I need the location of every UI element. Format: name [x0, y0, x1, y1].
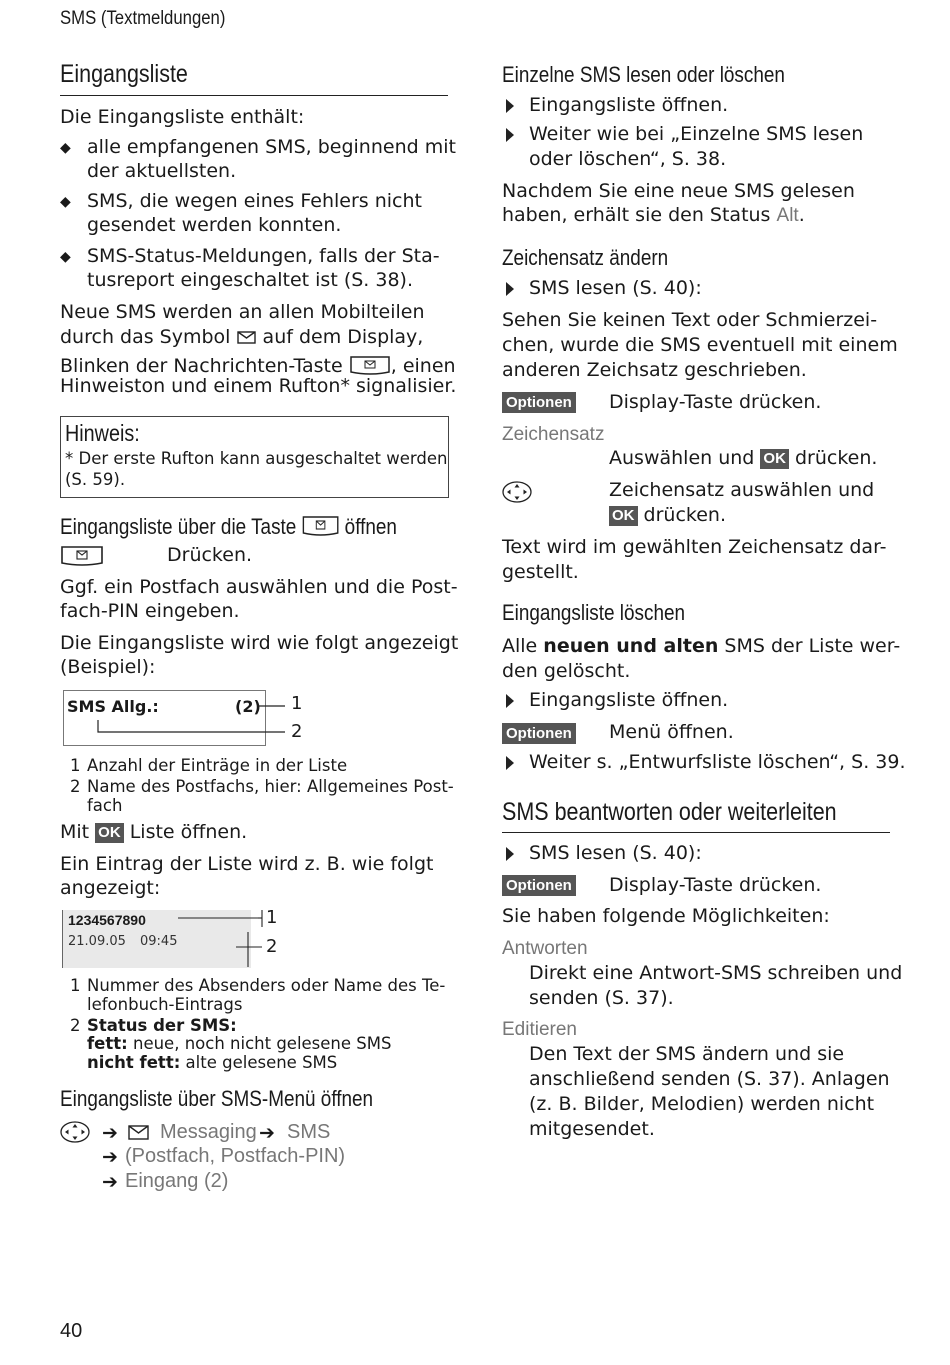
- legend-text: nicht fett: alte gelesene SMS: [87, 1053, 338, 1072]
- mailbox-text: fach-PIN eingeben.: [60, 600, 240, 622]
- heading-read-delete: Einzelne SMS lesen oder löschen: [502, 62, 785, 87]
- step-text: SMS lesen (S. 40):: [529, 277, 702, 299]
- envelope-icon: [128, 1125, 150, 1141]
- message-key-icon: [302, 514, 340, 538]
- shown-text: Die Eingangsliste wird wie folgt angezeigt: [60, 632, 459, 654]
- heading-open-via-key: Eingangsliste über die Taste öffnen: [60, 514, 397, 539]
- arrow-right-icon: ➔: [102, 1146, 118, 1168]
- step-text: Eingangsliste öffnen.: [529, 689, 729, 711]
- mailbox-text: Ggf. ein Postfach auswählen und die Post-: [60, 576, 458, 598]
- display-number: 1234567890: [68, 912, 146, 928]
- ok-key: OK: [95, 823, 124, 843]
- page-number: 40: [60, 1320, 83, 1342]
- running-header: SMS (Textmeldungen): [60, 8, 226, 29]
- press-text: Drücken.: [167, 544, 253, 566]
- arrow-right-icon: ➔: [102, 1122, 118, 1144]
- step-arrow-icon: [506, 694, 514, 708]
- open-with-ok-text: Mit OK Liste öffnen.: [60, 821, 248, 843]
- envelope-icon: [237, 331, 257, 345]
- instruction-text: OK drücken.: [609, 503, 726, 528]
- callout-number: 2: [266, 936, 278, 957]
- legend-text: fett: neue, noch nicht gelesene SMS: [87, 1034, 392, 1053]
- heading-charset: Zeichensatz ändern: [502, 245, 669, 270]
- delete-text: Alle neuen und alten SMS der Liste wer-: [502, 635, 901, 657]
- step-arrow-icon: [506, 128, 514, 142]
- heading-rule: [60, 95, 448, 96]
- menu-item-inbox: Eingang: [125, 1170, 199, 1192]
- menu-item-count: (2): [204, 1170, 229, 1192]
- instruction-text: Display-Taste drücken.: [609, 391, 822, 413]
- arrow-right-icon: ➔: [102, 1171, 118, 1193]
- shown-text: (Beispiel):: [60, 656, 156, 678]
- ok-key: OK: [609, 506, 638, 526]
- bullet-text: SMS, die wegen eines Fehlers nicht: [87, 190, 422, 212]
- step-arrow-icon: [506, 756, 514, 770]
- callout-number: 1: [266, 907, 278, 928]
- instruction-text: Display-Taste drücken.: [609, 874, 822, 896]
- heading-delete-inbox: Eingangsliste löschen: [502, 600, 686, 625]
- diamond-bullet-icon: ◆: [60, 194, 71, 210]
- display-time: 09:45: [140, 934, 178, 949]
- charset-result-text: Text wird im gewählten Zeichensatz dar-: [502, 536, 887, 558]
- step-arrow-icon: [506, 99, 514, 113]
- heading-open-via-menu: Eingangsliste über SMS-Menü öffnen: [60, 1086, 374, 1111]
- menu-item-antworten: Antworten: [502, 938, 588, 959]
- entry-text: Ein Eintrag der Liste wird z. B. wie folgt: [60, 853, 434, 875]
- options-text: Sie haben folgende Möglichkeiten:: [502, 905, 830, 927]
- charset-text: chen, wurde die SMS eventuell mit einem: [502, 334, 898, 356]
- new-sms-text: Hinweiston und einem Rufton* signalisier.: [60, 375, 457, 397]
- callout-lines: [60, 905, 320, 975]
- bullet-text: gesendet werden konnten.: [87, 214, 342, 236]
- diamond-bullet-icon: ◆: [60, 249, 71, 265]
- note-text: * Der erste Rufton kann ausgeschaltet werden: [65, 449, 448, 468]
- legend-text: Nummer des Absenders oder Name des Te-: [87, 976, 446, 995]
- step-text: SMS lesen (S. 40):: [529, 842, 702, 864]
- instruction-text: Auswählen und OK drücken.: [609, 447, 878, 469]
- legend-number: 2: [70, 1016, 81, 1035]
- entry-text: angezeigt:: [60, 877, 161, 899]
- option-description: mitgesendet.: [529, 1118, 655, 1140]
- display-date: 21.09.05: [68, 934, 126, 949]
- menu-item-messaging: Messaging: [160, 1121, 257, 1143]
- step-text: Weiter wie bei „Einzelne SMS lesen: [529, 123, 864, 145]
- read-after-text: haben, erhält sie den Status Alt.: [502, 204, 805, 226]
- charset-text: anderen Zeichsatz geschrieben.: [502, 359, 807, 381]
- optionen-key: Optionen: [502, 875, 576, 896]
- charset-result-text: gestellt.: [502, 561, 579, 583]
- optionen-key: Optionen: [502, 392, 576, 413]
- legend-text: Name des Postfachs, hier: Allgemeines Post-: [87, 777, 454, 796]
- option-description: senden (S. 37).: [529, 987, 674, 1009]
- note-text: (S. 59).: [65, 470, 126, 489]
- callout-number: 1: [291, 693, 303, 714]
- bullet-text: alle empfangenen SMS, beginnend mit: [87, 136, 456, 158]
- legend-text: lefonbuch-Eintrags: [87, 995, 243, 1014]
- new-sms-text: Blinken der Nachrichten-Taste , einen: [60, 355, 456, 377]
- message-key-icon: [349, 354, 391, 376]
- control-key-icon: [60, 1120, 92, 1146]
- legend-number: 2: [70, 777, 81, 796]
- callout-number: 2: [291, 721, 303, 742]
- arrow-right-icon: ➔: [259, 1122, 275, 1144]
- menu-item-sms: SMS: [287, 1121, 331, 1143]
- heading-inbox: Eingangsliste: [60, 60, 188, 88]
- display-label: SMS Allg.:: [67, 697, 159, 716]
- new-sms-text: durch das Symbol auf dem Display,: [60, 326, 424, 348]
- inbox-intro: Die Eingangsliste enthält:: [60, 106, 305, 128]
- legend-text: Status der SMS:: [87, 1016, 237, 1035]
- heading-reply-forward: SMS beantworten oder weiterleiten: [502, 798, 837, 826]
- optionen-key: Optionen: [502, 723, 576, 744]
- legend-text: fach: [87, 796, 123, 815]
- legend-number: 1: [70, 976, 81, 995]
- new-sms-text: Neue SMS werden an allen Mobilteilen: [60, 301, 425, 323]
- delete-text: den gelöscht.: [502, 660, 631, 682]
- option-description: Den Text der SMS ändern und sie: [529, 1043, 845, 1065]
- message-key-icon: [60, 544, 104, 568]
- step-arrow-icon: [506, 847, 514, 861]
- note-title: Hinweis:: [65, 420, 140, 446]
- bullet-text: tusreport eingeschaltet ist (S. 38).: [87, 269, 414, 291]
- heading-rule: [502, 832, 890, 833]
- menu-item-zeichensatz: Zeichensatz: [502, 424, 605, 445]
- diamond-bullet-icon: ◆: [60, 140, 71, 156]
- ok-key: OK: [760, 449, 789, 469]
- step-text: Eingangsliste öffnen.: [529, 94, 729, 116]
- step-arrow-icon: [506, 282, 514, 296]
- charset-text: Sehen Sie keinen Text oder Schmierzei-: [502, 309, 878, 331]
- option-description: anschließend senden (S. 37). Anlagen: [529, 1068, 890, 1090]
- read-after-text: Nachdem Sie eine neue SMS gelesen: [502, 180, 855, 202]
- bullet-text: der aktuellsten.: [87, 160, 237, 182]
- display-count: (2): [235, 697, 261, 716]
- step-text: Weiter s. „Entwurfsliste löschen“, S. 39.: [529, 751, 906, 773]
- legend-text: Anzahl der Einträge in der Liste: [87, 756, 348, 775]
- menu-item-mailbox-pin: (Postfach, Postfach-PIN): [125, 1145, 346, 1167]
- control-key-icon: [502, 480, 534, 506]
- legend-number: 1: [70, 756, 81, 775]
- callout-lines: [60, 690, 320, 750]
- instruction-text: Zeichensatz auswählen und: [609, 479, 875, 501]
- status-alt: Alt: [776, 205, 799, 226]
- step-text: oder löschen“, S. 38.: [529, 148, 727, 170]
- bullet-text: SMS-Status-Meldungen, falls der Sta-: [87, 245, 440, 267]
- option-description: Direkt eine Antwort-SMS schreiben und: [529, 962, 903, 984]
- menu-item-editieren: Editieren: [502, 1019, 577, 1040]
- option-description: (z. B. Bilder, Melodien) werden nicht: [529, 1093, 875, 1115]
- instruction-text: Menü öffnen.: [609, 721, 734, 743]
